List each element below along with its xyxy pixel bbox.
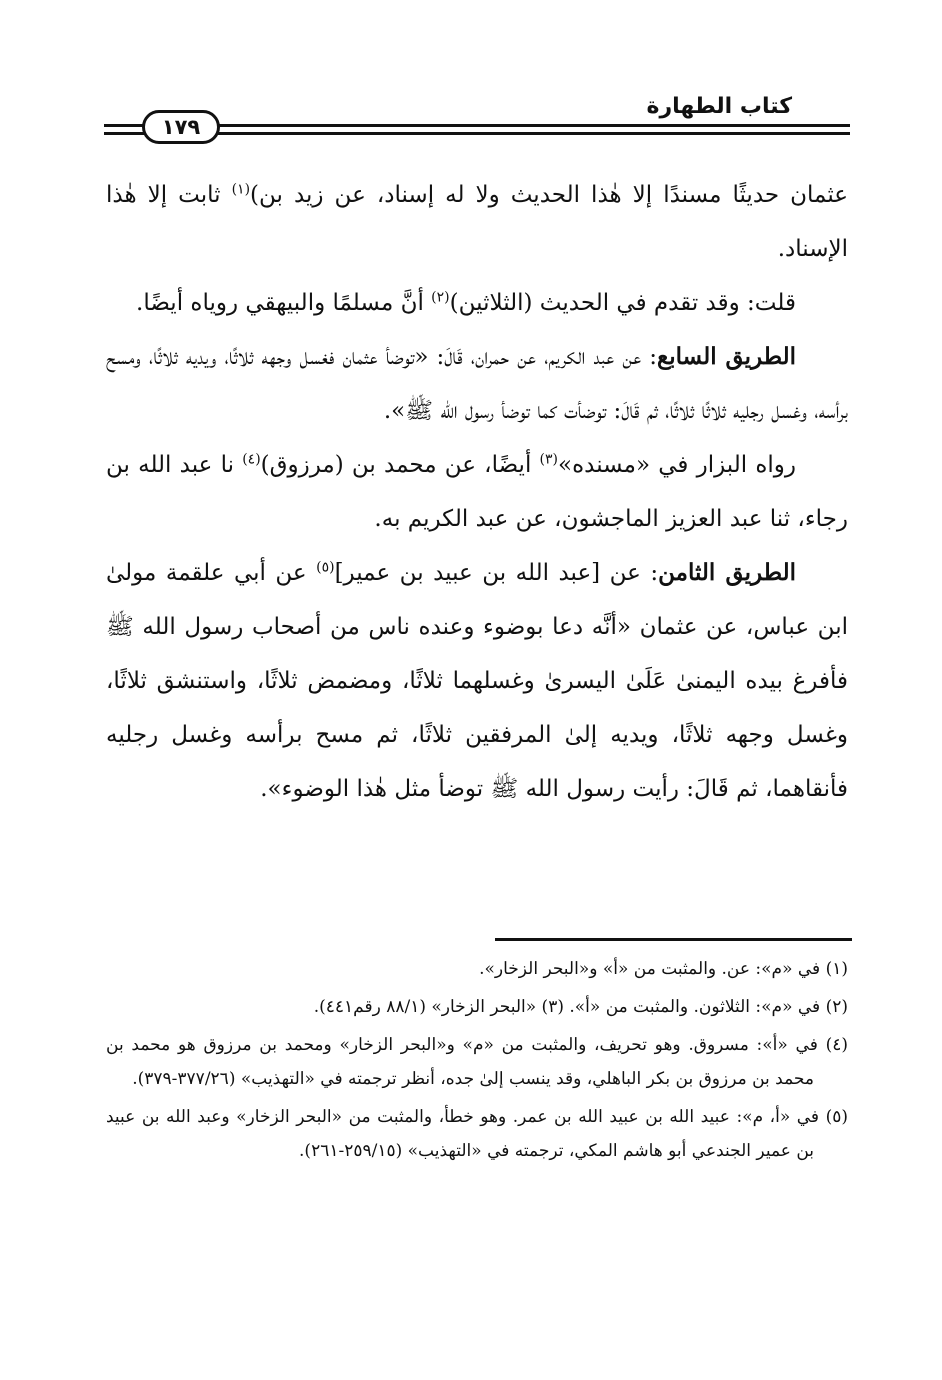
- page-number: ١٧٩: [142, 110, 220, 144]
- footnote-2-3: (٢) في «م»: الثلاثون. والمثبت من «أ». (٣) «البحر الزخار» (٨٨/١ رقم٤٤١).: [313, 997, 848, 1017]
- footnotes: [106, 952, 848, 1172]
- footnote-ref-2: (٢): [431, 289, 450, 306]
- footnote-ref-3: (٣): [539, 451, 558, 468]
- section-heading-7: الطريق السابع: [657, 343, 796, 370]
- section-heading-8: الطريق الثامن: [658, 559, 796, 586]
- paragraph-3: الطريق السابع: عن عبد الكريم، عن حمران، قَالَ: «توضأ عثمان فغسل وجهه ثلاثًا، ويديه ثلاثًا، ومسح برأسه، وغسل رجليه ثلاثًا ثلاثًا، ثم قَالَ: توضأت كما توضأ رسول الله ﷺ».: [106, 343, 848, 424]
- footnote-1: (١) في «م»: عن. والمثبت من «أ» و«البحر الزخار».: [479, 959, 848, 979]
- footnote-ref-4: (٤): [242, 451, 261, 468]
- footnote-5: (٥) في «أ، م»: عبيد الله بن عبيد الله بن عمر. وهو خطأ، والمثبت من «البحر الزخار» وعبد الله بن عبيد بن عمير الجندعي أبو هاشم المكي، ترجمته في «التهذيب» (٢٥٩/١٥-٢٦١).: [106, 1107, 848, 1161]
- footnote-separator: [495, 938, 852, 941]
- running-title: كتاب الطهارة: [646, 94, 792, 119]
- footnote-ref-5: (٥): [316, 559, 335, 576]
- paragraph-2: قلت: وقد تقدم في الحديث (الثلاثين)$^{(٢)}$ أنَّ مسلمًا والبيهقي روياه أيضًا.: [136, 289, 796, 316]
- paragraph-4: رواه البزار في «مسنده»$^{(٣)}$ أيضًا، عن محمد بن (مرزوق)$^{(٤)}$ نا عبد الله بن رجاء، ثنا عبد العزيز الماجشون، عن عبد الكريم به.: [106, 451, 848, 532]
- footnote-ref-1: (١): [231, 181, 251, 198]
- footnote-4: (٤) في «أ»: مسروق. وهو تحريف، والمثبت من «م» و«البحر الزخار» ومحمد بن مرزوق هو محمد بن محمد بن مرزوق بن بكر الباهلي، وقد ينسب إلىٰ جده، أنظر ترجمته في «التهذيب» (٣٧٧/٢٦-٣٧٩).: [106, 1035, 848, 1089]
- main-text: [106, 168, 848, 816]
- paragraph-5: الطريق الثامن: عن [عبد الله بن عبيد بن عمير]$^{(٥)}$ عن أبي علقمة مولىٰ ابن عباس، عن عثمان «أنَّه دعا بوضوء وعنده ناس من أصحاب رسول الله ﷺ فأفرغ بيده اليمنىٰ عَلَىٰ اليسرىٰ وغسلهما ثلاثًا، ومضمض ثلاثًا، واستنشق ثلاثًا، وغسل وجهه ثلاثًا، ويديه إلىٰ المرفقين ثلاثًا، ثم مسح برأسه وغسل رجليه فأنقاهما، ثم قَالَ: رأيت رسول الله ﷺ توضأ مثل هٰذا الوضوء».: [106, 559, 848, 802]
- paragraph-1: عثمان حديثًا مسندًا إلا هٰذا الحديث ولا له إسناد، عن زيد بن)$^{(١)}$ ثابت إلا هٰذا الإسناد.: [106, 181, 848, 262]
